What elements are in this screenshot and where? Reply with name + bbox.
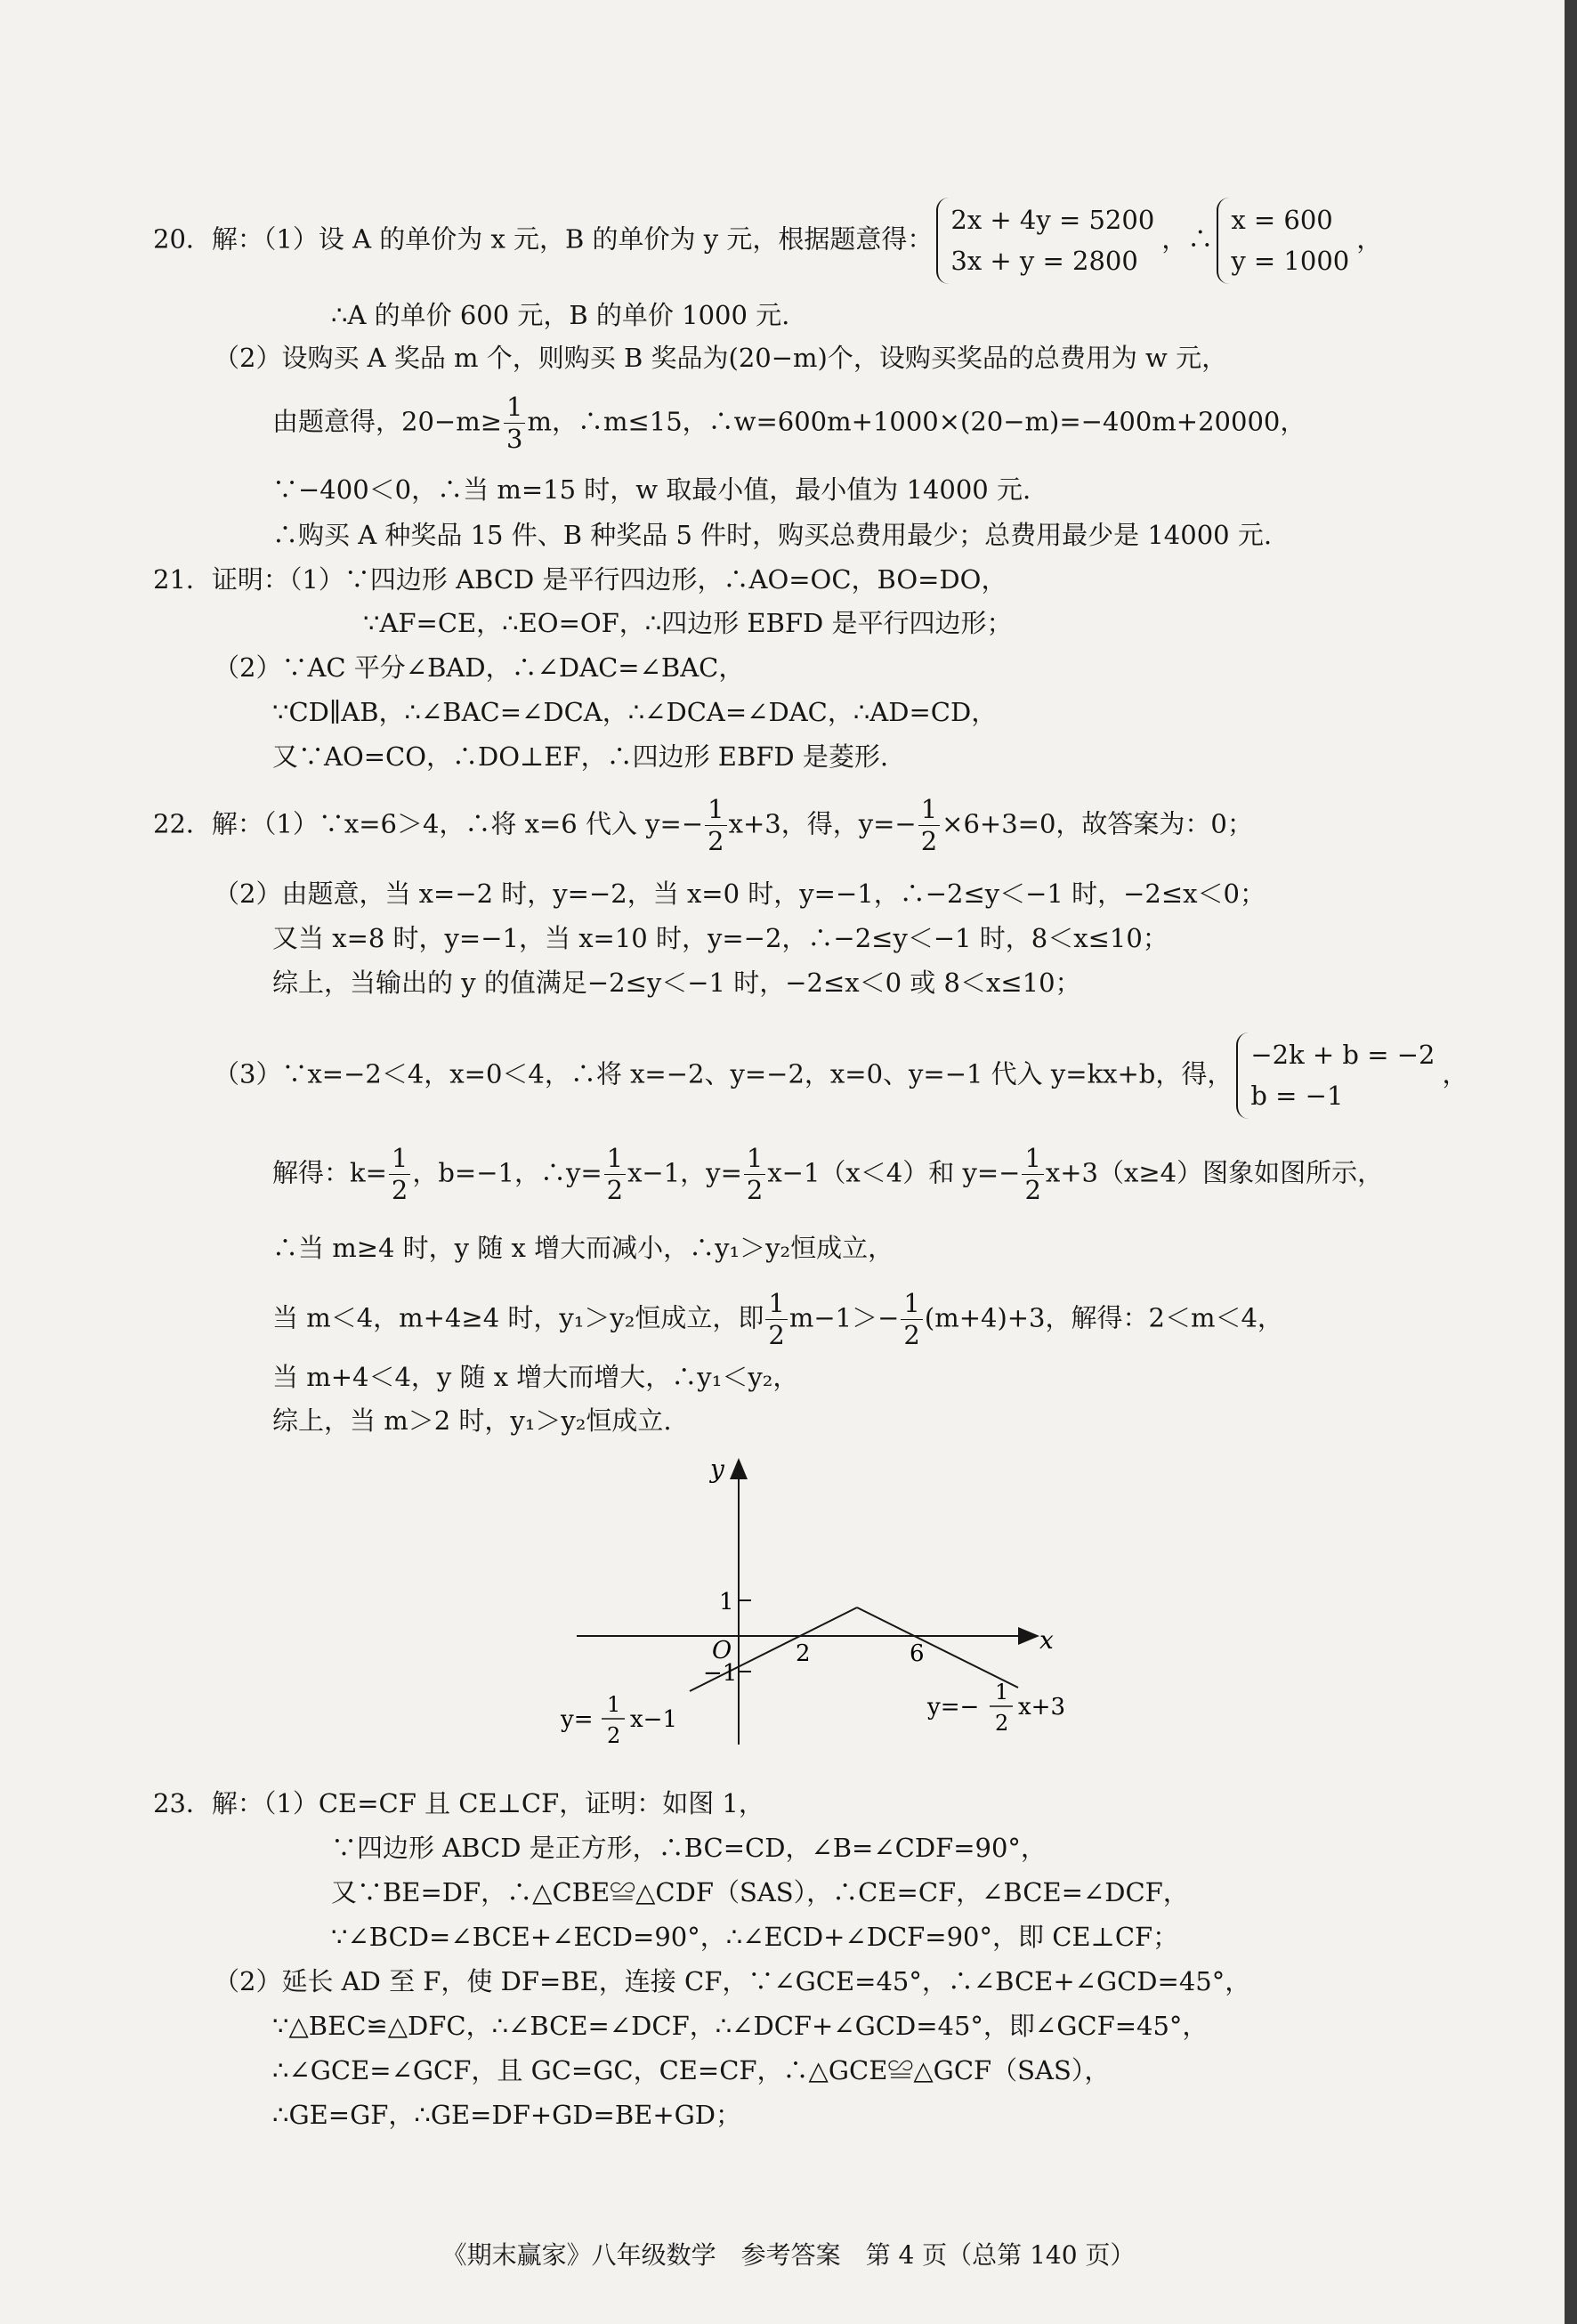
tick-x-6-label: 6 — [910, 1640, 925, 1667]
svg-text:y=−: y=− — [927, 1694, 980, 1721]
right-equation-label — [926, 1680, 1065, 1736]
svg-text:2: 2 — [607, 1723, 621, 1748]
q23-line-1: 23．解：（1）CE=CF 且 CE⊥CF，证明：如图 1， — [153, 1788, 764, 1818]
fraction: $\frac{1}{2}$ — [389, 1146, 410, 1203]
tick-y-1-label: 1 — [719, 1589, 734, 1615]
equation-system-3: −2k + b = −2 b = −1 — [1236, 1032, 1438, 1119]
page-footer: 《期末赢家》八年级数学 参考答案 第 4 页（总第 140 页） — [441, 2240, 1136, 2270]
q21-line-5: 又∵AO=CO，∴DO⊥EF，∴四边形 EBFD 是菱形. — [272, 741, 889, 772]
tick-x-2-label: 2 — [796, 1640, 811, 1667]
q22-line-3: 又当 x=8 时，y=−1，当 x=10 时，y=−2，∴−2≤y＜−1 时，8＜x≤10； — [272, 923, 1169, 953]
origin-label: O — [712, 1637, 732, 1664]
q22-line-4: 综上，当输出的 y 的值满足−2≤y＜−1 时，−2≤x＜0 或 8＜x≤10； — [272, 968, 1081, 998]
q20-line-1: 20．解：（1）设 A 的单价为 x 元，B 的单价为 y 元，根据题意得： 2x + 4y = 5200 3x + y = 2800 ，∴ x = 600 y = 1000 ， — [153, 198, 1382, 284]
q22-line-5: （3）∵x=−2＜4，x=0＜4，∴将 x=−2、y=−2，x=0、y=−1 代入 y=kx+b，得， −2k + b = −2 b = −1 ， — [214, 1032, 1468, 1119]
tick-y-minus-1-label: −1 — [703, 1660, 738, 1687]
equation-system-1: 2x + 4y = 5200 3x + y = 2800 — [936, 198, 1158, 284]
fraction: $\frac{1}{2}$ — [918, 797, 940, 854]
q21-line-1: 21．证明：（1）∵四边形 ABCD 是平行四边形，∴AO=OC，BO=DO， — [153, 564, 1007, 595]
q22-line-2: （2）由题意，当 x=−2 时，y=−2，当 x=0 时，y=−1，∴−2≤y＜−1 时，−2≤x＜0； — [214, 879, 1266, 909]
svg-text:2: 2 — [995, 1711, 1009, 1736]
q22-line-7: ∴当 m≥4 时，y 随 x 增大而减小，∴y₁＞y₂恒成立， — [272, 1233, 894, 1263]
q20-line-4: 由题意得，20−m≥ $\frac{1}{3}$ m，∴m≤15，∴w=600m+1000×(20−m)=−400m+20000， — [272, 392, 1306, 454]
q22-line-9: 当 m+4＜4，y 随 x 增大而增大，∴y₁＜y₂， — [272, 1362, 799, 1392]
fraction: $\frac{1}{2}$ — [744, 1146, 765, 1203]
q21-line-2: ∵AF=CE，∴EO=OF，∴四边形 EBFD 是平行四边形； — [363, 608, 1013, 638]
fraction: $\frac{1}{3}$ — [504, 394, 525, 452]
function-graph — [561, 1451, 1065, 1771]
left-equation-label — [560, 1692, 677, 1748]
q23-line-3: 又∵BE=DF，∴△CBE≌△CDF（SAS），∴CE=CF，∠BCE=∠DCF， — [331, 1877, 1189, 1907]
q23-line-7: ∴∠GCE=∠GCF，且 GC=GC，CE=CF，∴△GCE≌△GCF（SAS）， — [272, 2055, 1111, 2085]
q23-line-4: ∵∠BCD=∠BCE+∠ECD=90°，∴∠ECD+∠DCF=90°，即 CE⊥CF； — [331, 1922, 1179, 1952]
svg-text:x+3: x+3 — [1018, 1694, 1065, 1721]
q20-line-6: ∴购买 A 种奖品 15 件、B 种奖品 5 件时，购买总费用最少；总费用最少是 14000 元. — [272, 520, 1273, 550]
y-axis-label: y — [710, 1454, 724, 1484]
q23-line-8: ∴GE=GF，∴GE=DF+GD=BE+GD； — [272, 2100, 742, 2130]
q22-line-8: 当 m＜4，m+4≥4 时，y₁＞y₂恒成立，即 $\frac{1}{2}$ m−1＞− $\frac{1}{2}$ (m+4)+3，解得：2＜m＜4， — [272, 1288, 1283, 1350]
fraction: $\frac{1}{2}$ — [1022, 1146, 1043, 1203]
q22-line-10: 综上，当 m＞2 时，y₁＞y₂恒成立. — [272, 1405, 672, 1436]
q23-line-5: （2）延长 AD 至 F，使 DF=BE，连接 CF，∵∠GCE=45°，∴∠BCE+∠GCD=45°， — [214, 1966, 1251, 1996]
x-axis-label: x — [1039, 1625, 1054, 1655]
q23-line-2: ∵四边形 ABCD 是正方形，∴BC=CD，∠B=∠CDF=90°， — [331, 1833, 1047, 1863]
svg-text:1: 1 — [607, 1692, 621, 1717]
q20-line-3: （2）设购买 A 奖品 m 个，则购买 B 奖品为(20−m)个，设购买奖品的总费用为 w 元， — [214, 343, 1228, 373]
q22-line-6: 解得：k= $\frac{1}{2}$ ，b=−1，∴y= $\frac{1}{2}$ x−1，y= $\frac{1}{2}$ x−1（x＜4）和 y=− $\frac{1}{2}$ x+3（x≥4）图象如图所示， — [272, 1143, 1384, 1205]
q21-line-3: （2）∵AC 平分∠BAD，∴∠DAC=∠BAC， — [214, 652, 745, 683]
svg-text:y=: y= — [561, 1706, 594, 1733]
q22-line-1: 22．解：（1）∵x=6＞4，∴将 x=6 代入 y=− $\frac{1}{2}$ x+3，得，y=− $\frac{1}{2}$ ×6+3=0，故答案为：0； — [153, 794, 1253, 856]
svg-text:1: 1 — [995, 1680, 1009, 1705]
fraction: $\frac{1}{2}$ — [901, 1291, 922, 1348]
svg-text:x−1: x−1 — [630, 1706, 677, 1733]
line-y2 — [857, 1607, 1018, 1688]
equation-system-2: x = 600 y = 1000 — [1217, 198, 1353, 284]
q21-line-4: ∵CD∥AB，∴∠BAC=∠DCA，∴∠DCA=∠DAC，∴AD=CD， — [272, 697, 998, 727]
q23-line-6: ∵△BEC≌△DFC，∴∠BCE=∠DCF，∴∠DCF+∠GCD=45°，即∠GCF=45°， — [272, 2011, 1209, 2041]
fraction: $\frac{1}{2}$ — [705, 797, 726, 854]
fraction: $\frac{1}{2}$ — [604, 1146, 626, 1203]
q20-line-5: ∵−400＜0，∴当 m=15 时，w 取最小值，最小值为 14000 元. — [272, 474, 1031, 505]
q20-line-2: ∴A 的单价 600 元，B 的单价 1000 元. — [331, 300, 790, 330]
fraction: $\frac{1}{2}$ — [765, 1291, 787, 1348]
scan-edge — [1565, 0, 1577, 2324]
